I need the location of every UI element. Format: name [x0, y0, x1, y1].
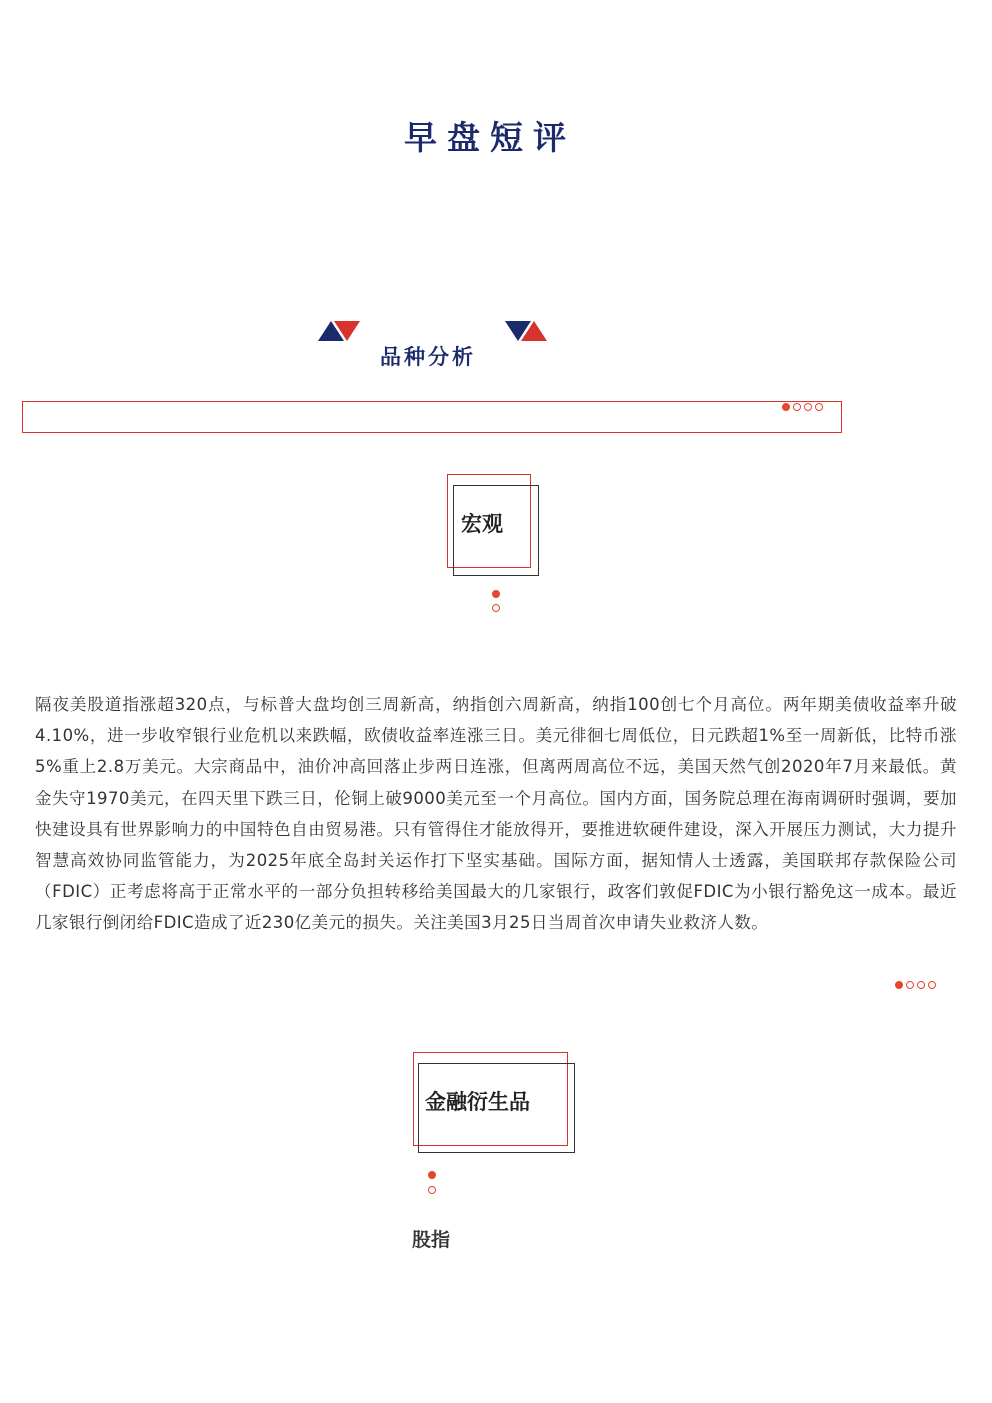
macro-label: 宏观 [461, 512, 503, 536]
dot-icon [804, 403, 812, 411]
dot-icon [906, 981, 914, 989]
dot-icon [428, 1186, 436, 1194]
macro-paragraph: 隔夜美股道指涨超320点，与标普大盘均创三周新高，纳指创六周新高，纳指100创七个月高位。两年期美债收益率升破4.10%，进一步收窄银行业危机以来跌幅，欧债收益率连涨三日。美元徘徊七周低位，日元跌超1%至一周新低，比特币涨5%重上2.8万美元。大宗商品中，油价冲高回落止步两日连涨，但离两周高位不远，美国天然气创2020年7月来最低。黄金失守1970美元，在四天里下跌三日，伦铜上破9000美元至一个月高位。国内方面，国务院总理在海南调研时强调，要加快建设具有世界影响力的中国特色自由贸易港。只有管得住才能放得开，要推进软硬件建设，深入开展压力测试，大力提升智慧高效协同监管能力，为2025年底全岛封关运作打下坚实基础。国际方面，据知情人士透露，美国联邦存款保险公司（FDIC）正考虑将高于正常水平的一部分负担转移给美国最大的几家银行，政客们敦促FDIC为小银行豁免这一成本。最近几家银行倒闭给FDIC造成了近230亿美元的损失。关注美国3月25日当周首次申请失业救济人数。 [35, 695, 957, 933]
banner-dots-decoration [782, 403, 823, 411]
dot-icon [782, 403, 790, 411]
dot-icon [492, 604, 500, 612]
dot-icon [428, 1171, 436, 1179]
section-title: 品种分析 [380, 345, 476, 369]
dot-icon [793, 403, 801, 411]
paragraph-end-dots-decoration [895, 981, 936, 989]
dot-icon [492, 590, 500, 598]
dot-icon [895, 981, 903, 989]
stock-index-heading: 股指 [412, 1229, 451, 1251]
dot-icon [928, 981, 936, 989]
derivatives-label: 金融衍生品 [425, 1090, 530, 1114]
red-triangle-icon [521, 321, 547, 341]
dot-icon [917, 981, 925, 989]
section-banner [22, 401, 842, 433]
red-triangle-icon [334, 321, 360, 341]
page-title: 早盘短评 [404, 118, 576, 157]
dot-icon [815, 403, 823, 411]
